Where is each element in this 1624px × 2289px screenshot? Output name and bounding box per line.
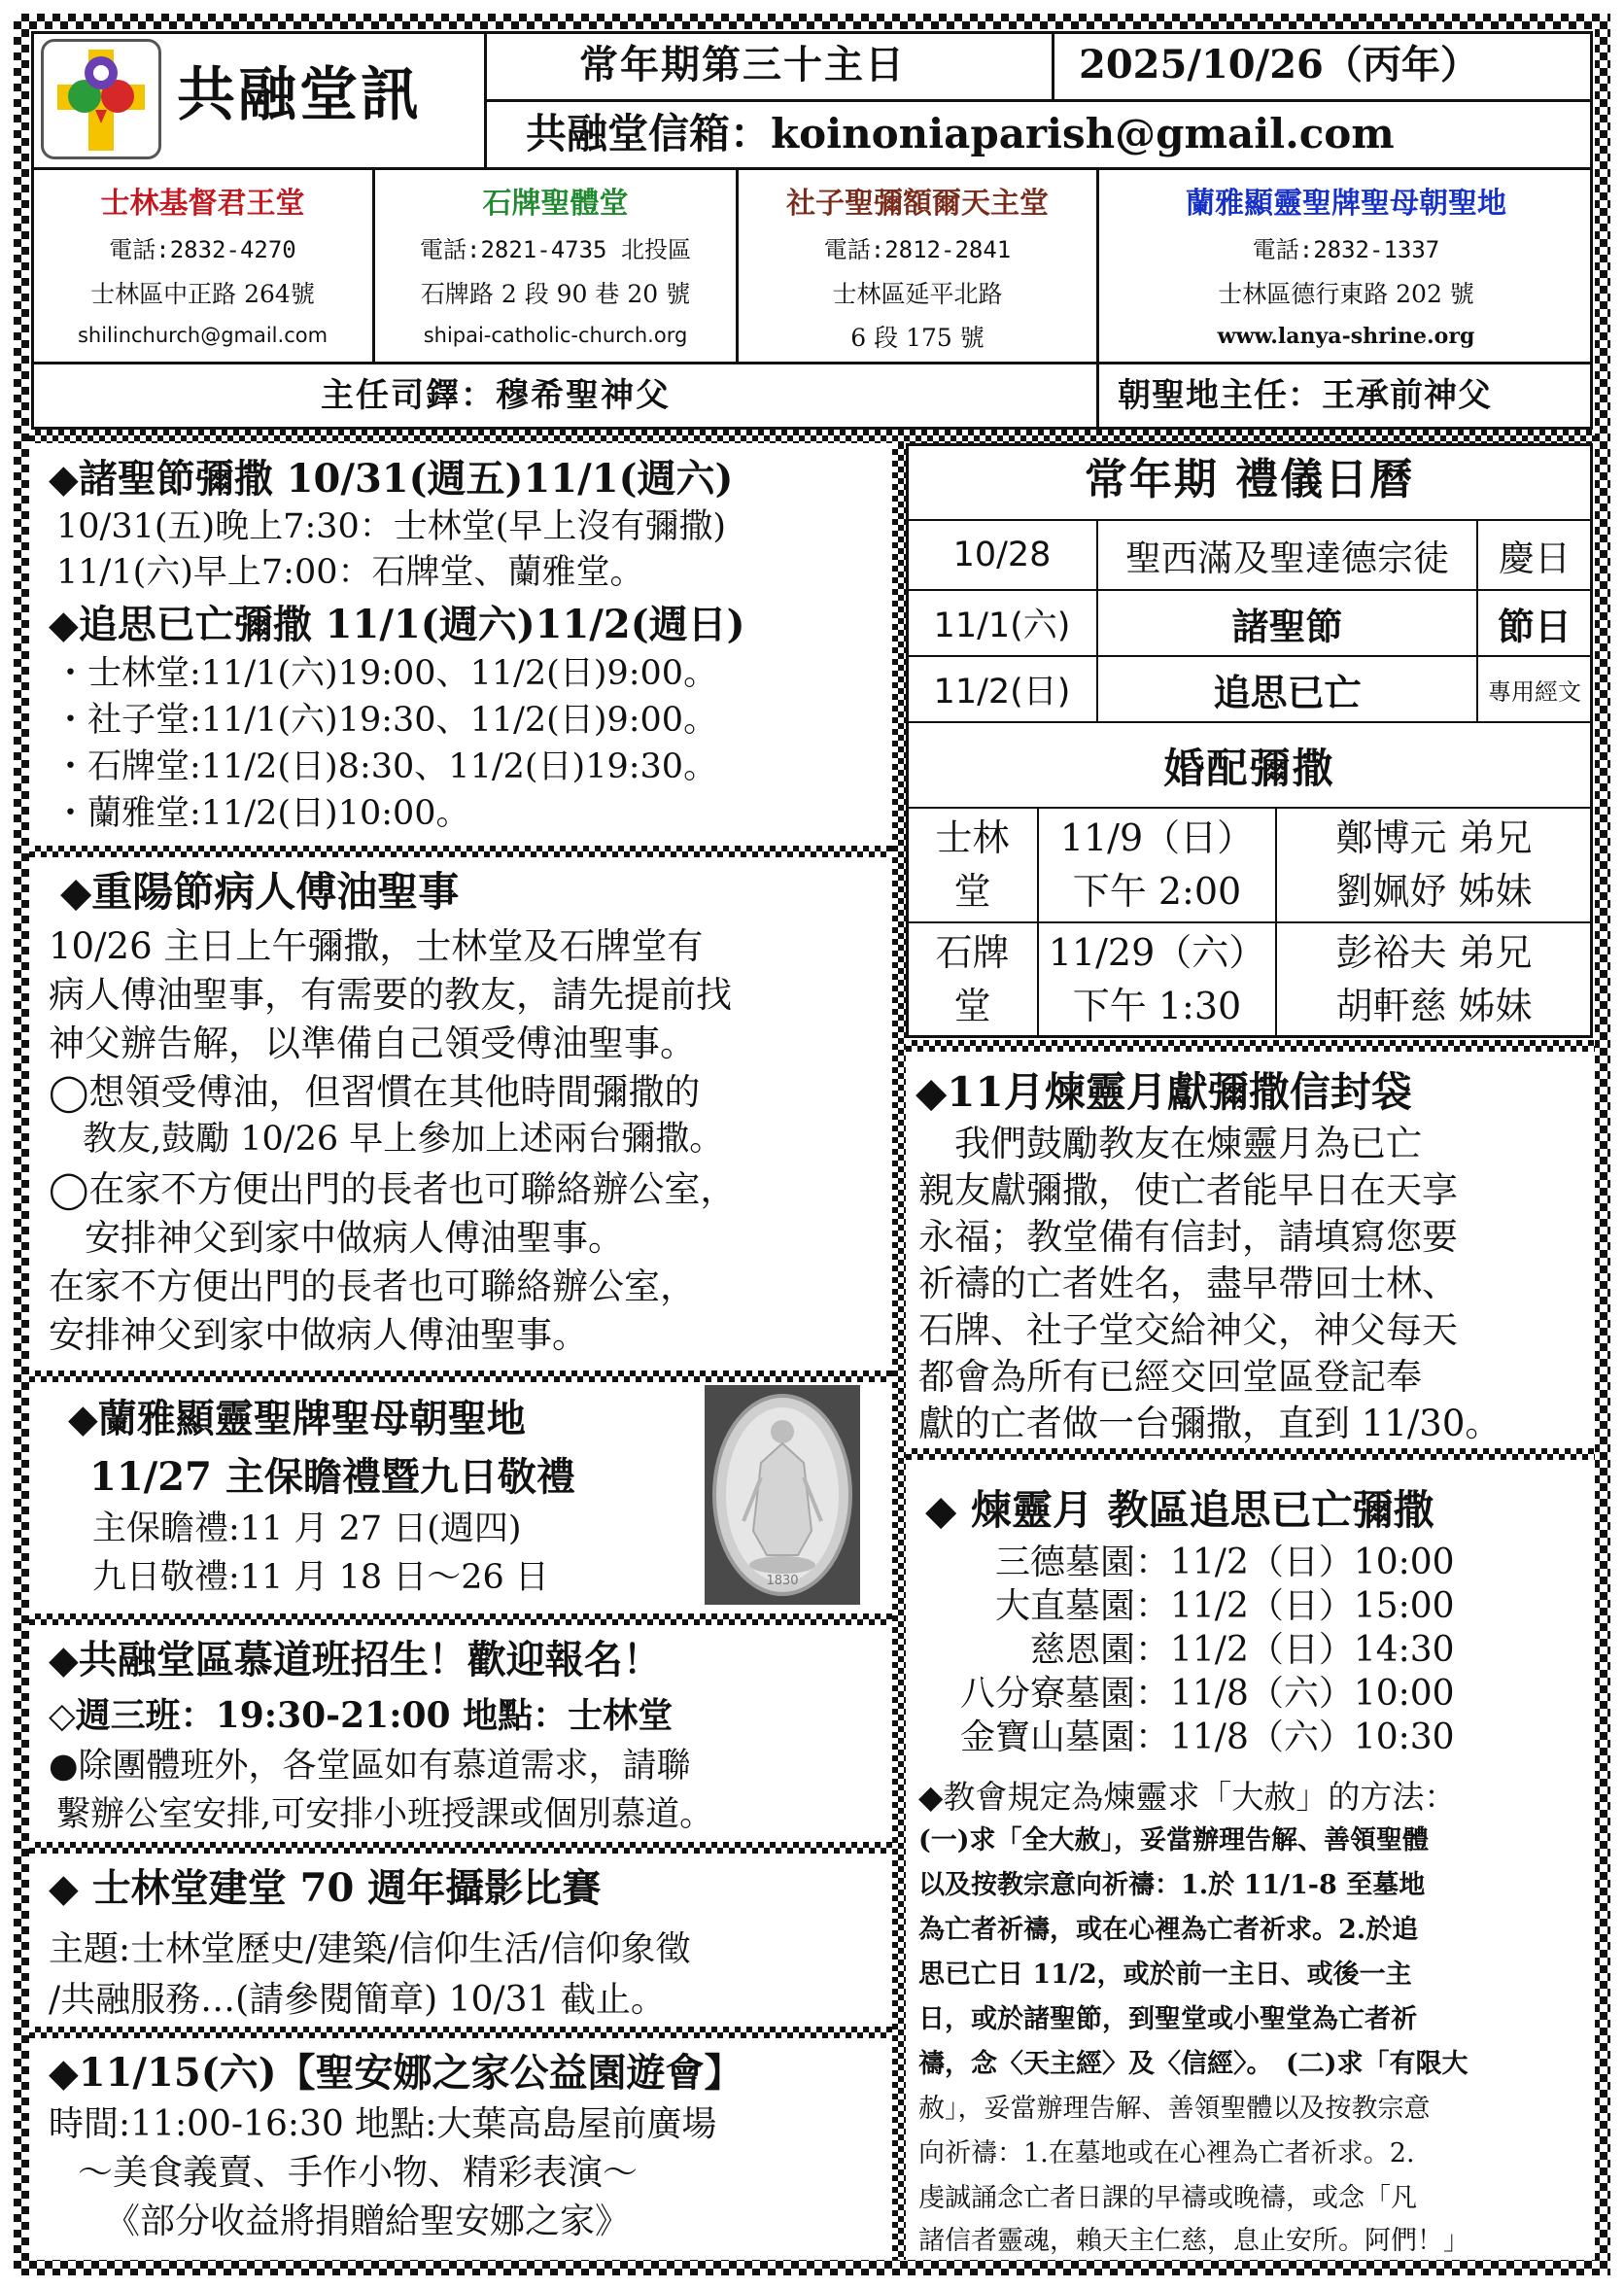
table-row: 士林 堂 11/9（日） 下午 2:00 鄭博元 弟兄 劉姵妤 姊妹 — [907, 808, 1592, 922]
shrine-title: ◆蘭雅顯靈聖牌聖母朝聖地 — [68, 1396, 526, 1441]
church-website[interactable]: shipai-catholic-church.org — [423, 324, 688, 347]
charity-fair-title: ◆11/15(六)【聖安娜之家公益園遊會】 — [49, 2050, 743, 2096]
photo-contest-title: ◆ 士林堂建堂 70 週年攝影比賽 — [49, 1865, 602, 1911]
issue-date: 2025/10/26（丙年） — [1079, 42, 1479, 87]
all-souls-title: ◆追思已亡彌撒 11/1(週六)11/2(週日) — [49, 602, 745, 647]
liturgy-table — [906, 519, 1593, 723]
church-website[interactable]: www.lanya-shrine.org — [1217, 324, 1475, 349]
indulgence-title: ◆教會規定為煉靈求「大赦」的方法： — [918, 1778, 1457, 1816]
table-row: 11/1(六) 諸聖節 節日 — [907, 590, 1592, 656]
cemetery-title: ◆ 煉靈月 教區追思已亡彌撒 — [925, 1486, 1434, 1534]
all-saints-title: ◆諸聖節彌撒 10/31(週五)11/1(週六) — [49, 456, 734, 502]
liturgical-week: 常年期第三十主日 — [579, 42, 906, 87]
wedding-title: 婚配彌撒 — [1163, 745, 1335, 792]
table-row: 10/28 聖西滿及聖達德宗徒 慶日 — [907, 520, 1592, 590]
liturgy-title: 常年期 禮儀日曆 — [1084, 455, 1415, 504]
shrine-subtitle: 11/27 主保瞻禮暨九日敬禮 — [89, 1454, 575, 1500]
pastor: 主任司鐸：穆希聖神父 — [321, 376, 671, 415]
medal-year: 1830 — [766, 1574, 799, 1588]
envelope-title: ◆11月煉靈月獻彌撒信封袋 — [916, 1068, 1412, 1116]
parish-logo — [41, 39, 161, 159]
anointing-title: ◆重陽節病人傅油聖事 — [60, 868, 460, 916]
wedding-table — [906, 807, 1593, 1038]
church-email[interactable]: shilinchurch@gmail.com — [77, 324, 328, 347]
parish-mailbox: 共融堂信箱：koinoniaparish@gmail.com — [526, 110, 1395, 157]
newsletter-title: 共融堂訊 — [177, 61, 422, 129]
table-row: 11/2(日) 追思已亡 專用經文 — [907, 656, 1592, 722]
miraculous-medal-image — [705, 1385, 860, 1605]
catechumen-title: ◆共融堂區慕道班招生！歡迎報名！ — [49, 1637, 662, 1682]
shrine-director: 朝聖地主任：王承前神父 — [1118, 376, 1492, 415]
table-row: 石牌 堂 11/29（六） 下午 1:30 彭裕夫 弟兄 胡軒慈 姊妹 — [907, 922, 1592, 1037]
